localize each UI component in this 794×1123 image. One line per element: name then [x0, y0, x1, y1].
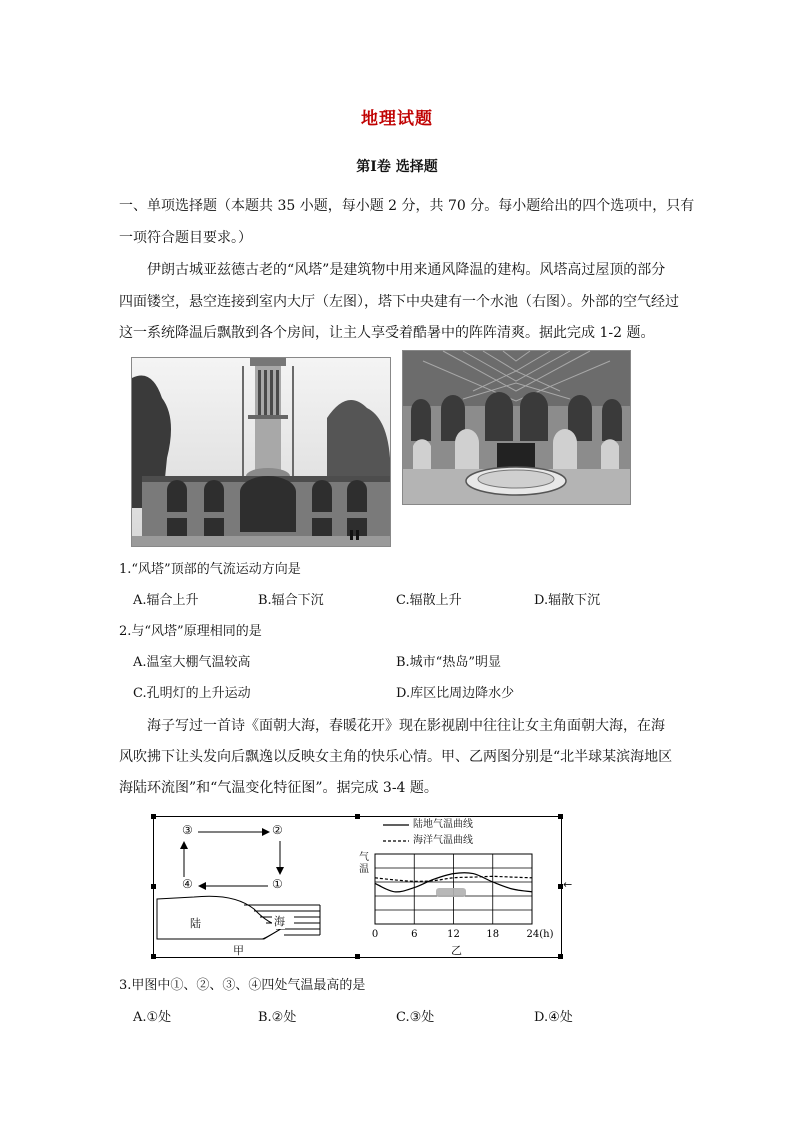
passage1-line-3: 这一系统降温后飘散到各个房间，让主人享受着酷暑中的阵阵清爽。据此完成 1-2 题。 [119, 325, 655, 341]
question-2-option-b: B.城市“热岛”明显 [396, 655, 501, 670]
sea-label: 海 [274, 915, 285, 928]
pool-interior-photo [402, 350, 631, 505]
question-1-option-b: B.辐合下沉 [258, 593, 324, 608]
resize-handle [355, 814, 360, 819]
point-2-label: ② [272, 823, 283, 837]
passage2-line-3: 海陆环流图”和“气温变化特征图”。据完成 3-4 题。 [119, 780, 438, 796]
instruction-line-2: 一项符合题目要求。） [119, 230, 252, 246]
passage2-line-2: 风吹拂下让头发向后飘逸以反映女主角的快乐心情。甲、乙两图分别是“北半球某滨海地区 [119, 749, 673, 765]
figure-yi-label: 乙 [451, 944, 462, 957]
question-3-option-b: B.②处 [258, 1010, 297, 1025]
question-2-stem: 2.与“风塔”原理相同的是 [119, 624, 262, 639]
question-1-option-a: A.辐合上升 [133, 593, 199, 608]
x-tick-label: 24(h) [526, 929, 554, 940]
point-3-label: ③ [182, 823, 193, 837]
x-tick-labels [372, 929, 554, 940]
anchor-arrow-icon: ← [563, 878, 573, 891]
question-2-option-c: C.孔明灯的上升运动 [133, 686, 251, 701]
point-4-label: ④ [182, 877, 193, 891]
figure-jia-label: 甲 [233, 944, 244, 957]
passage1-line-1: 伊朗古城亚兹德古老的“风塔”是建筑物中用来通风降温的建构。风塔高过屋顶的部分 [147, 262, 666, 278]
question-3-option-c: C.③处 [396, 1010, 435, 1025]
blurred-mark [436, 888, 466, 897]
question-3-option-a: A.①处 [133, 1010, 172, 1025]
x-tick-label: 6 [411, 929, 418, 940]
passage2-line-1: 海子写过一首诗《面朝大海，春暖花开》现在影视剧中往往让女主角面朝大海，在海 [147, 718, 665, 734]
section-title: 第Ⅰ卷 选择题 [356, 159, 438, 175]
x-tick-label: 18 [486, 929, 500, 940]
land-label: 陆 [190, 917, 201, 930]
temperature-chart [360, 848, 554, 944]
page-title: 地理试题 [361, 109, 433, 129]
resize-handle [558, 814, 563, 819]
question-3-stem: 3.甲图中①、②、③、④四处气温最高的是 [119, 978, 366, 993]
question-1-option-d: D.辐散下沉 [534, 593, 601, 608]
question-2-option-a: A.温室大棚气温较高 [133, 655, 251, 670]
wind-tower-photo [131, 357, 391, 547]
passage1-line-2: 四面镂空，悬空连接到室内大厅（左图），塔下中央建有一个水池（右图）。外部的空气经过 [119, 294, 679, 310]
legend-land-label: 陆地气温曲线 [413, 819, 473, 830]
x-tick-label: 12 [447, 929, 460, 940]
question-3-option-d: D.④处 [534, 1010, 573, 1025]
x-tick-label: 0 [371, 929, 379, 940]
resize-handle [558, 954, 563, 959]
question-2-option-d: D.库区比周边降水少 [396, 686, 515, 701]
legend-sea-line [383, 836, 409, 846]
question-1-stem: 1.“风塔”顶部的气流运动方向是 [119, 562, 301, 577]
point-1-label: ① [272, 877, 283, 891]
question-1-option-c: C.辐散上升 [396, 593, 462, 608]
instruction-line-1: 一、单项选择题（本题共 35 小题，每小题 2 分，共 70 分。每小题给出的四个选项中，只有 [119, 198, 695, 214]
resize-handle [355, 954, 360, 959]
y-axis-label: 气 温 [359, 852, 369, 875]
legend-land-line [383, 820, 409, 830]
legend-sea-label: 海洋气温曲线 [413, 835, 473, 846]
